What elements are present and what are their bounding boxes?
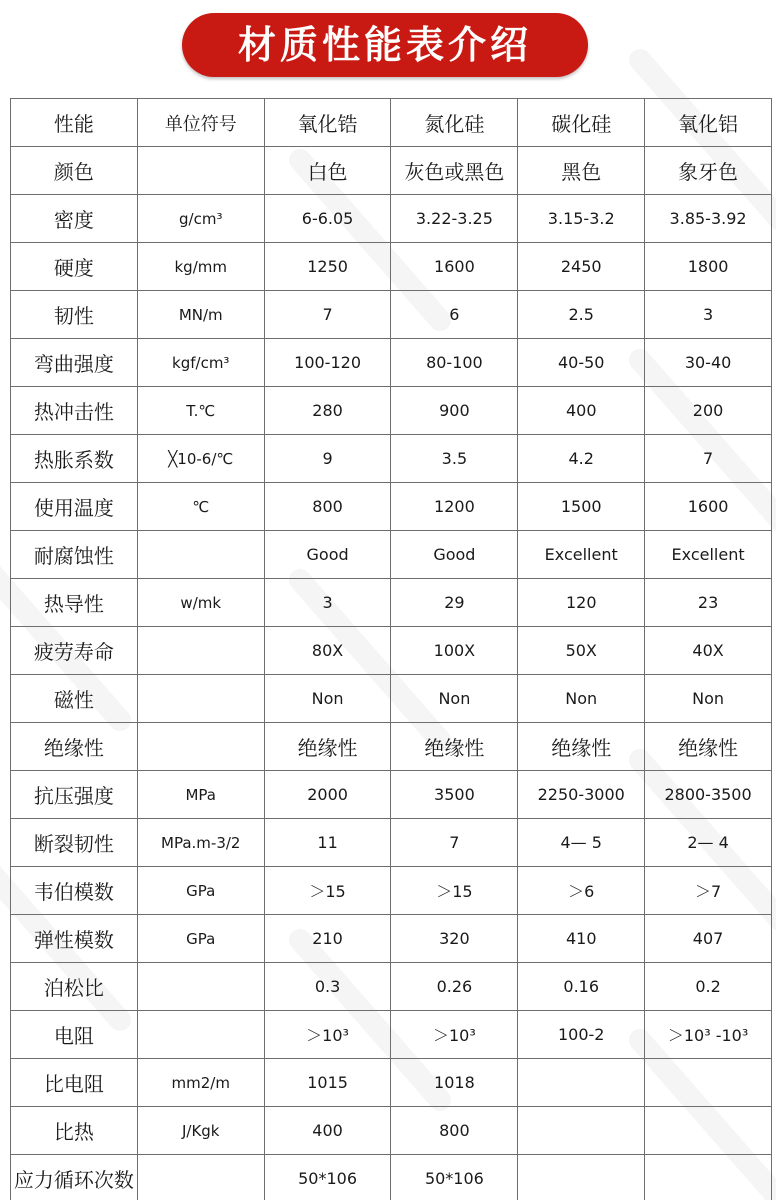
table-row <box>11 339 772 387</box>
material-properties-table <box>10 98 772 1200</box>
table-row <box>11 291 772 339</box>
value-cell: 30-40 <box>645 339 772 387</box>
table-row <box>11 963 772 1011</box>
value-cell: 7 <box>645 435 772 483</box>
value-cell: 1500 <box>518 483 645 531</box>
header-silicon-carbide: 碳化硅 <box>518 99 645 147</box>
value-cell: 29 <box>391 579 518 627</box>
value-cell: 2000 <box>264 771 391 819</box>
property-name-cell: 使用温度 <box>11 483 138 531</box>
value-cell: 1200 <box>391 483 518 531</box>
value-cell: ＞15 <box>264 867 391 915</box>
table-row <box>11 387 772 435</box>
value-cell: 2.5 <box>518 291 645 339</box>
value-cell: 100-120 <box>264 339 391 387</box>
value-cell: Non <box>264 675 391 723</box>
table-header-row <box>11 99 772 147</box>
value-cell: 1600 <box>391 243 518 291</box>
table-row <box>11 579 772 627</box>
value-cell: 800 <box>264 483 391 531</box>
value-cell: 50*106 <box>391 1155 518 1200</box>
value-cell: 100X <box>391 627 518 675</box>
header-unit: 单位符号 <box>137 99 264 147</box>
value-cell <box>518 1107 645 1155</box>
property-name-cell: 绝缘性 <box>11 723 138 771</box>
value-cell <box>645 1107 772 1155</box>
value-cell: 1018 <box>391 1059 518 1107</box>
property-name-cell: 磁性 <box>11 675 138 723</box>
table-row <box>11 435 772 483</box>
property-name-cell: 耐腐蚀性 <box>11 531 138 579</box>
value-cell: 410 <box>518 915 645 963</box>
value-cell: 280 <box>264 387 391 435</box>
value-cell: 100-2 <box>518 1011 645 1059</box>
unit-cell: g/cm³ <box>137 195 264 243</box>
property-name-cell: 抗压强度 <box>11 771 138 819</box>
table-row <box>11 1011 772 1059</box>
property-name-cell: 弯曲强度 <box>11 339 138 387</box>
value-cell: 2250-3000 <box>518 771 645 819</box>
property-name-cell: 颜色 <box>11 147 138 195</box>
value-cell: Excellent <box>645 531 772 579</box>
unit-cell: MN/m <box>137 291 264 339</box>
property-name-cell: 密度 <box>11 195 138 243</box>
unit-cell <box>137 147 264 195</box>
value-cell: 200 <box>645 387 772 435</box>
value-cell: ＞10³ <box>264 1011 391 1059</box>
header-silicon-nitride: 氮化硅 <box>391 99 518 147</box>
unit-cell: w/mk <box>137 579 264 627</box>
unit-cell: kg/mm <box>137 243 264 291</box>
value-cell: 3 <box>264 579 391 627</box>
value-cell: 绝缘性 <box>518 723 645 771</box>
value-cell: Non <box>645 675 772 723</box>
unit-cell: J/Kgk <box>137 1107 264 1155</box>
value-cell: 绝缘性 <box>645 723 772 771</box>
property-name-cell: 断裂韧性 <box>11 819 138 867</box>
table-row <box>11 867 772 915</box>
table-row <box>11 1155 772 1200</box>
value-cell: 210 <box>264 915 391 963</box>
value-cell: 2450 <box>518 243 645 291</box>
value-cell: ＞7 <box>645 867 772 915</box>
table-row <box>11 147 772 195</box>
unit-cell: T.℃ <box>137 387 264 435</box>
value-cell: Non <box>391 675 518 723</box>
value-cell: ＞6 <box>518 867 645 915</box>
unit-cell <box>137 675 264 723</box>
header-alumina: 氧化铝 <box>645 99 772 147</box>
page-title: 材质性能表介绍 <box>237 23 532 67</box>
property-name-cell: 电阻 <box>11 1011 138 1059</box>
value-cell: 40-50 <box>518 339 645 387</box>
unit-cell <box>137 627 264 675</box>
value-cell: 11 <box>264 819 391 867</box>
value-cell: 6-6.05 <box>264 195 391 243</box>
title-banner <box>182 13 588 77</box>
unit-cell: GPa <box>137 867 264 915</box>
table-row <box>11 531 772 579</box>
table-row <box>11 675 772 723</box>
table-row <box>11 771 772 819</box>
value-cell: 2— 4 <box>645 819 772 867</box>
property-name-cell: 泊松比 <box>11 963 138 1011</box>
unit-cell: GPa <box>137 915 264 963</box>
table-row <box>11 819 772 867</box>
value-cell: 7 <box>264 291 391 339</box>
property-name-cell: 比电阻 <box>11 1059 138 1107</box>
value-cell: 400 <box>518 387 645 435</box>
value-cell: ＞10³ -10³ <box>645 1011 772 1059</box>
value-cell: Good <box>264 531 391 579</box>
unit-cell: mm2/m <box>137 1059 264 1107</box>
table-row <box>11 1059 772 1107</box>
value-cell <box>645 1155 772 1200</box>
property-name-cell: 热冲击性 <box>11 387 138 435</box>
value-cell <box>518 1059 645 1107</box>
value-cell: ＞15 <box>391 867 518 915</box>
unit-cell <box>137 963 264 1011</box>
property-name-cell: 疲劳寿命 <box>11 627 138 675</box>
value-cell: 黑色 <box>518 147 645 195</box>
unit-cell: MPa <box>137 771 264 819</box>
value-cell: 白色 <box>264 147 391 195</box>
value-cell: 2800-3500 <box>645 771 772 819</box>
value-cell: 407 <box>645 915 772 963</box>
unit-cell: MPa.m-3/2 <box>137 819 264 867</box>
value-cell: 象牙色 <box>645 147 772 195</box>
table-row <box>11 243 772 291</box>
property-name-cell: 硬度 <box>11 243 138 291</box>
property-name-cell: 韧性 <box>11 291 138 339</box>
value-cell: 50*106 <box>264 1155 391 1200</box>
value-cell: 0.2 <box>645 963 772 1011</box>
unit-cell <box>137 1011 264 1059</box>
value-cell: 9 <box>264 435 391 483</box>
unit-cell: kgf/cm³ <box>137 339 264 387</box>
value-cell: 120 <box>518 579 645 627</box>
value-cell: 7 <box>391 819 518 867</box>
property-name-cell: 热胀系数 <box>11 435 138 483</box>
unit-cell <box>137 723 264 771</box>
property-name-cell: 弹性模数 <box>11 915 138 963</box>
unit-cell: ℃ <box>137 483 264 531</box>
table-row <box>11 483 772 531</box>
property-name-cell: 韦伯模数 <box>11 867 138 915</box>
table-row <box>11 1107 772 1155</box>
table-body <box>11 147 772 1200</box>
value-cell: 80-100 <box>391 339 518 387</box>
value-cell: 3.5 <box>391 435 518 483</box>
value-cell: 灰色或黑色 <box>391 147 518 195</box>
value-cell: 0.16 <box>518 963 645 1011</box>
value-cell: 0.3 <box>264 963 391 1011</box>
value-cell: 1250 <box>264 243 391 291</box>
value-cell: 绝缘性 <box>391 723 518 771</box>
value-cell: ＞10³ <box>391 1011 518 1059</box>
value-cell <box>518 1155 645 1200</box>
spec-table-container <box>10 98 772 1200</box>
value-cell: Non <box>518 675 645 723</box>
value-cell: 1015 <box>264 1059 391 1107</box>
value-cell: 3.85-3.92 <box>645 195 772 243</box>
value-cell: 800 <box>391 1107 518 1155</box>
value-cell: 1600 <box>645 483 772 531</box>
value-cell: 40X <box>645 627 772 675</box>
value-cell: 23 <box>645 579 772 627</box>
table-row <box>11 915 772 963</box>
table-row <box>11 627 772 675</box>
unit-cell: ╳10-6/℃ <box>137 435 264 483</box>
property-name-cell: 应力循环次数 <box>11 1155 138 1200</box>
value-cell: 1800 <box>645 243 772 291</box>
property-name-cell: 比热 <box>11 1107 138 1155</box>
value-cell: 50X <box>518 627 645 675</box>
value-cell: Excellent <box>518 531 645 579</box>
unit-cell <box>137 531 264 579</box>
value-cell: 4— 5 <box>518 819 645 867</box>
value-cell: 80X <box>264 627 391 675</box>
value-cell: 900 <box>391 387 518 435</box>
value-cell: 6 <box>391 291 518 339</box>
value-cell <box>645 1059 772 1107</box>
value-cell: 4.2 <box>518 435 645 483</box>
property-name-cell: 热导性 <box>11 579 138 627</box>
table-row <box>11 195 772 243</box>
value-cell: 绝缘性 <box>264 723 391 771</box>
table-row <box>11 723 772 771</box>
unit-cell <box>137 1155 264 1200</box>
value-cell: 3 <box>645 291 772 339</box>
value-cell: 3.15-3.2 <box>518 195 645 243</box>
value-cell: Good <box>391 531 518 579</box>
header-property: 性能 <box>11 99 138 147</box>
value-cell: 3.22-3.25 <box>391 195 518 243</box>
value-cell: 400 <box>264 1107 391 1155</box>
value-cell: 320 <box>391 915 518 963</box>
value-cell: 3500 <box>391 771 518 819</box>
value-cell: 0.26 <box>391 963 518 1011</box>
header-zirconia: 氧化锆 <box>264 99 391 147</box>
